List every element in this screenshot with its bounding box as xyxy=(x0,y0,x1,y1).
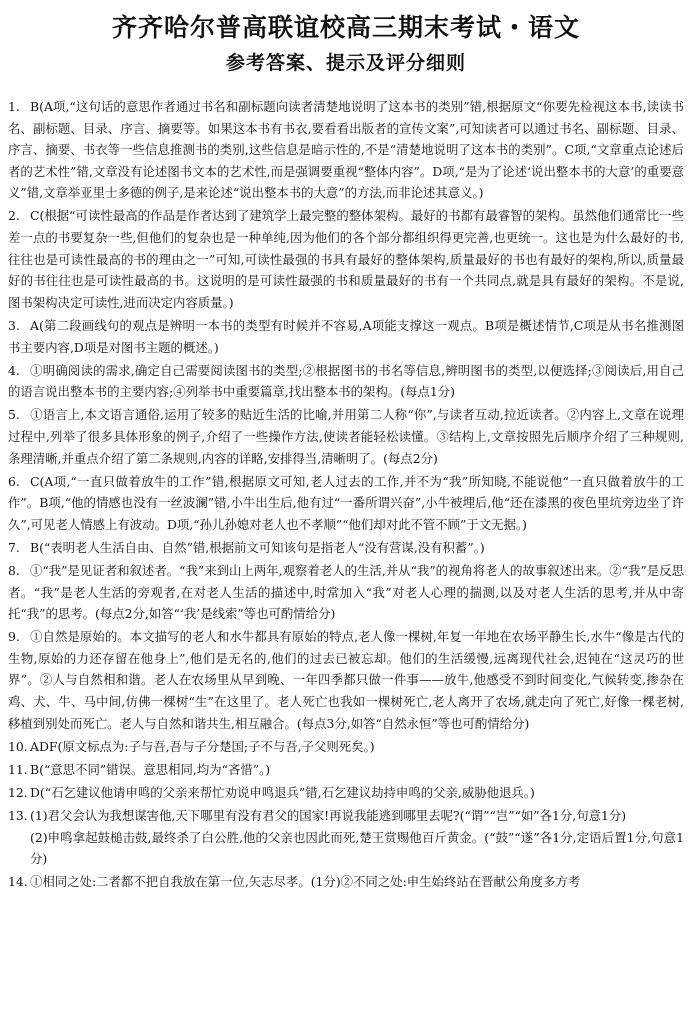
answer-text: ADF(原文标点为:子与吾,吾与子分楚国;子不与吾,子父则死矣。) xyxy=(30,738,375,754)
answer-item-5 xyxy=(8,404,684,469)
answer-item-11 xyxy=(8,759,684,781)
answer-part-1: (1)君父会认为我想谋害他,天下哪里有没有君父的国家!再说我能逃到哪里去呢?(“谓”“岂”“如”各1分,句意1分) xyxy=(30,808,627,823)
answer-text: A(第二段画线句的观点是辨明一本书的类型有时候并不容易,A项能支撑这一观点。B项是概述情节,C项是从书名推测图书主要内容,D项是对图书主题的概述。) xyxy=(8,317,684,355)
answer-number: 12. xyxy=(8,784,28,800)
answer-item-10 xyxy=(8,736,684,758)
answer-item-2 xyxy=(8,205,684,313)
answer-item-6 xyxy=(8,471,684,536)
answer-item-1 xyxy=(8,96,684,204)
document-title: 齐齐哈尔普高联谊校高三期末考试・语文 xyxy=(111,13,580,42)
answer-text: B(“意思不同”错误。意思相同,均为“吝惜”。) xyxy=(30,761,271,777)
answer-item-8 xyxy=(8,560,684,625)
answer-number: 8. xyxy=(8,562,20,578)
answer-number: 7. xyxy=(8,539,20,555)
answer-part-2: (2)申鸣拿起鼓槌击鼓,最终杀了白公胜,他的父亲也因此而死,楚王赏赐他百斤黄金。(“鼓”“遂”各1分,定语后置1分,句意1分) xyxy=(30,829,684,867)
answer-number: 14. xyxy=(8,874,28,890)
answer-item-9 xyxy=(8,626,684,734)
answer-number: 1. xyxy=(8,99,20,114)
document-subtitle: 参考答案、提示及评分细则 xyxy=(225,52,466,74)
answer-item-12 xyxy=(8,782,684,804)
answer-item-3 xyxy=(8,315,684,358)
answer-number: 6. xyxy=(8,473,20,489)
answer-number: 4. xyxy=(8,362,20,378)
answer-item-14 xyxy=(8,871,684,893)
answer-text: B(A项,“这句话的意思作者通过书名和副标题向读者清楚地说明了这本书的类别”错,根据原文“你要先检视这本书,读读书名、副标题、目录、序言、摘要等。如果这本书有书衣,要看看出版者的宣传文案”,可知读者可以通过书名、副标题、目录、序言、摘要、书衣等一些信息推测书的类别,这些信息是暗示性的,不是“清楚地说明了这本书的类别”。C项,“文章重点论述后者的艺术性”错,文章没有论述图书文本的艺术性,而是强调要重视“整体内容”。D项,“是为了论述‘说出整本书的大意’的重要意义”错,文章举亚里士多德的例子,是来论述“说出整本书的大意”的方法,而非论述其意义。) xyxy=(8,99,684,201)
answer-item-4 xyxy=(8,360,684,403)
answer-number: 13. xyxy=(8,808,28,823)
answer-text: ①相同之处:二者都不把自我放在第一位,矢志尽孝。(1分)②不同之处:申生始终站在晋献公角度多方考 xyxy=(30,874,581,890)
answer-list xyxy=(8,96,684,894)
answer-text: C(根据“可读性最高的作品是作者达到了建筑学上最完整的整体架构。最好的书都有最睿智的架构。虽然他们通常比一些差一点的书要复杂一些,但他们的复杂也是一种单纯,因为他们的各个部分都组织得更完善,也更统一。这也是为什么最好的书,往往也是可读性最高的书的理由之一”可知,可读性最强的书具有最好的整体架构,质量最好的书也有最好的架构,所以,质量最好的书往往也是可读性最高的书。这说明的是可读性最强的书和质量最好的书有一个共同点,就是具有最好的架构。不是说,图书架构决定可读性,进而决定内容质量。) xyxy=(8,208,684,310)
answer-text: ①明确阅读的需求,确定自己需要阅读图书的类型;②根据图书的书名等信息,辨明图书的类型,以便选择;③阅读后,用自己的语言说出整本书的主要内容;④列举书中重要篇章,找出整本书的架构。(每点1分) xyxy=(8,362,684,400)
answer-text: B(“表明老人生活自由、自然”错,根据前文可知该句是指老人“没有营谋,没有积蓄”。) xyxy=(30,539,485,555)
answer-item-7 xyxy=(8,537,684,559)
answer-text: C(A项,“一直只做着放牛的工作”错,根据原文可知,老人过去的工作,并不为“我”所知晓,不能说他“一直只做着放牛的工作”。B项,“他的情感也没有一丝波澜”错,小牛出生后,他有过“一番所谓兴奋”,小牛被埋后,他“还在漆黑的夜色里坑旁边坐了许久”,可见老人情感上有波动。D项,“孙儿孙媳对老人也不孝顺”“他们却对此不管不顾”于文无据。) xyxy=(8,473,684,532)
answer-number: 9. xyxy=(8,629,20,645)
answer-number: 3. xyxy=(8,317,20,333)
answer-number: 11. xyxy=(8,761,28,777)
answer-text: D(“石乞建议他请申鸣的父亲来帮忙劝说申鸣退兵”错,石乞建议劫持申鸣的父亲,威胁他退兵。) xyxy=(30,784,535,800)
answer-item-13 xyxy=(8,805,684,870)
answer-text: ①语言上,本文语言通俗,运用了较多的贴近生活的比喻,并用第二人称“你”,与读者互动,拉近读者。②内容上,文章在说理过程中,列举了很多具体形象的例子,介绍了一些操作方法,使读者能轻松读懂。③结构上,文章按照先后顺序介绍了三种规则,条理清晰,并重点介绍了第二条规则,内容的详略,安排得当,清晰明了。(每点2分) xyxy=(8,407,684,466)
answer-number: 10. xyxy=(8,738,28,754)
answer-number: 5. xyxy=(8,407,20,423)
answer-number: 2. xyxy=(8,208,20,224)
answer-text: ①自然是原始的。本文描写的老人和水牛都具有原始的特点,老人像一棵树,年复一年地在农场平静生长,水牛“像是古代的生物,原始的力还存留在他身上”,他们是无名的,他们的过去已被忘却。他们的生活缓慢,远离现代社会,迟钝在“这灵巧的世界”。②人与自然相和谐。老人在农场里从早到晚、一年四季都只做一件事——放牛,他感受不到时间变化,气候转变,掺杂在鸡、犬、牛、马中间,仿佛一棵树“生”在这里了。老人死亡也我如一棵树死亡,老人离开了农场,就走向了死亡,好像一棵老树,移植到别处而死亡。老人与自然和谐共生,相互融合。(每点3分,如答“自然永恒”等也可酌情给分) xyxy=(8,629,684,731)
answer-text: ①“我”是见证者和叙述者。“我”来到山上两年,观察着老人的生活,并从“我”的视角将老人的故事叙述出来。②“我”是反思者。“我”是老人生活的旁观者,在对老人生活的描述中,时常加入“我”对老人心理的揣测,以及对老人生活的思考,并从中寄托“我”的思考。(每点2分,如答“‘我’是线索”等也可酌情给分) xyxy=(8,562,684,622)
